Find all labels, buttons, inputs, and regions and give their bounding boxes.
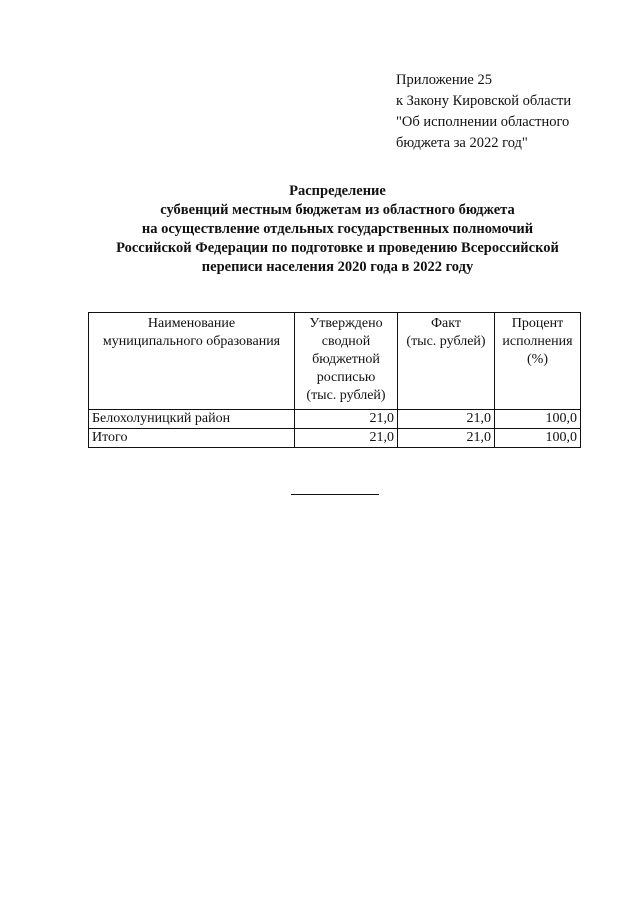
title-line: Российской Федерации по подготовке и проведению Всероссийской xyxy=(116,240,559,256)
cell-name: Белохолуницкий район xyxy=(89,410,295,429)
cell-approved: 21,0 xyxy=(295,410,398,429)
end-divider xyxy=(291,494,379,495)
header-line: (%) xyxy=(527,352,548,367)
header-name xyxy=(89,313,295,410)
table-row-total xyxy=(89,429,581,448)
title-line: Распределение xyxy=(289,183,386,199)
cell-fact: 21,0 xyxy=(398,410,495,429)
header-line: росписью xyxy=(316,370,376,385)
distribution-table xyxy=(88,312,581,448)
cell-approved: 21,0 xyxy=(295,429,398,448)
header-approved xyxy=(295,313,398,410)
title-line: переписи населения 2020 года в 2022 году xyxy=(201,259,474,275)
header-line: сводной xyxy=(321,334,371,349)
appendix-line: к Закону Кировской области xyxy=(396,93,572,109)
table-row xyxy=(89,410,581,429)
cell-percent: 100,0 xyxy=(495,410,581,429)
header-line: Факт xyxy=(430,316,461,331)
header-line: Утверждено xyxy=(309,316,383,331)
appendix-line: Приложение 25 xyxy=(396,72,492,88)
appendix-note xyxy=(396,70,626,154)
table-header-row xyxy=(89,313,581,410)
header-fact xyxy=(398,313,495,410)
appendix-line: бюджета за 2022 год" xyxy=(396,135,528,151)
appendix-line: "Об исполнении областного xyxy=(396,114,570,130)
header-line: исполнения xyxy=(502,334,573,349)
title-line: субвенций местным бюджетам из областного бюджета xyxy=(160,202,515,218)
header-line: бюджетной xyxy=(312,352,380,367)
header-line: Процент xyxy=(511,316,564,331)
document-title xyxy=(60,182,615,277)
cell-percent: 100,0 xyxy=(495,429,581,448)
cell-name: Итого xyxy=(89,429,295,448)
header-line: (тыс. рублей) xyxy=(406,334,486,349)
header-line: муниципального образования xyxy=(102,334,281,349)
title-line: на осуществление отдельных государственных полномочий xyxy=(141,221,534,237)
cell-fact: 21,0 xyxy=(398,429,495,448)
header-percent xyxy=(495,313,581,410)
header-line: (тыс. рублей) xyxy=(306,388,386,403)
header-line: Наименование xyxy=(147,316,236,331)
